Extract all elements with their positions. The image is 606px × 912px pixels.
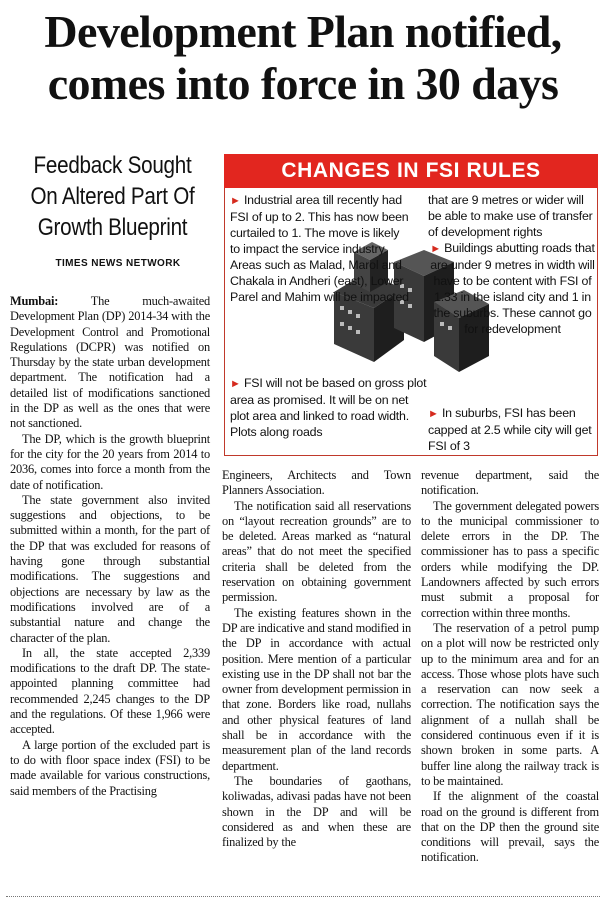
fsi-item-text: FSI will not be based on gross plot area as promised. It will be on net plot area and linked to road width. Plots along roads xyxy=(230,376,427,439)
headline-line-2: comes into force in 30 days xyxy=(47,58,559,109)
article-paragraph: The DP, which is the growth blueprint for the city for the 20 years from 2014 to 2036, comes into force a month from the date of notification. xyxy=(10,431,210,492)
article-column-1 xyxy=(10,294,210,799)
arrow-icon: ► xyxy=(430,243,441,255)
subhead-line-3: Growth Blueprint xyxy=(37,214,188,241)
article-paragraph: The boundaries of gaothans, koliwadas, adivasi padas have not been shown in the DP and will be considered as and when these are finalized by the xyxy=(222,773,411,850)
article-column-2 xyxy=(222,468,411,850)
article-column-3 xyxy=(421,468,599,866)
subhead-line-2: On Altered Part Of xyxy=(30,183,195,210)
article-paragraph xyxy=(10,294,210,432)
fsi-item xyxy=(430,240,595,337)
fsi-infobox-title: CHANGES IN FSI RULES xyxy=(224,154,598,188)
headline xyxy=(4,6,602,110)
byline: TIMES NEWS NETWORK xyxy=(55,258,181,269)
article-paragraph: The existing features shown in the DP are indicative and stand modified in the DP in accordance with actual position. Mere mention of a particular existing use in the DP shall not bar the owner from development permission in that zone. Borders like road, nullahs and other physical features of land shall be in accordance with the measurement plan of the land records department. xyxy=(222,605,411,773)
fsi-item-text: Industrial area till recently had FSI of up to 2. This has now been curtailed to 1. The move is likely to impact the service industry. Areas such as Malad, Marol and Chakala in Andheri (east), Lower Parel and Mahim will be impacted xyxy=(230,193,409,304)
article-paragraph: The notification said all reservations on “layout recreation grounds” are to be deleted. Areas marked as “natural areas” that do not meet the specified criteria shall be deleted from the reservation on obtaining government permission. xyxy=(222,498,411,605)
arrow-icon: ► xyxy=(230,195,241,207)
dateline: Mumbai: xyxy=(10,294,59,308)
article-paragraph: The government delegated powers to the municipal commissioner to delete errors in the DP. The commissioner has to pass a specific orders while modifying the DP. Landowners affected by such errors must submit a proposal for correction within three months. xyxy=(421,498,599,620)
paragraph-text: The much-awaited Development Plan (DP) 2014-34 with the Development Control and Promotional Regulations (DCPR) was notified on Thursday by the state urban development department. The notification had a detailed list of modifications sanctioned in the DP as well as the ones that were not sanctioned. xyxy=(10,294,210,431)
bottom-divider xyxy=(6,896,600,897)
fsi-item xyxy=(428,405,593,454)
article-paragraph: A large portion of the excluded part is to do with floor space index (FSI) to be made available for various constructions, said members of the Practising xyxy=(10,737,210,798)
article-paragraph: The reservation of a petrol pump on a plot will now be restricted only up to the minimum area and for an access. Those whose plots have such a reservation can now seek a correction. The notification says the alignment of a nullah shall be considered continuous even if it is shown broken in some parts. A buffer line along the railway track is to be maintained. xyxy=(421,620,599,788)
fsi-item-text: In suburbs, FSI has been capped at 2.5 while city will get FSI of 3 xyxy=(428,406,592,453)
article-paragraph: If the alignment of the coastal road on the ground is different from that on the DP then the ground site conditions will prevail, says the notification. xyxy=(421,789,599,865)
article-paragraph: Engineers, Architects and Town Planners Association. xyxy=(222,468,411,498)
fsi-item xyxy=(230,192,410,305)
arrow-icon: ► xyxy=(230,378,241,390)
fsi-item xyxy=(230,375,430,440)
article-paragraph: The state government also invited suggestions and objections, to be submitted within a month, for the part of the DP that was excluded for reasons of having gone through substantial modifications. The suggestions and objections are necessary by law as the modifications involved are of a substantial nature and change the character of the plan. xyxy=(10,492,210,645)
arrow-icon: ► xyxy=(428,408,439,420)
article-paragraph: revenue department, said the notification. xyxy=(421,468,599,498)
fsi-item-text: Buildings abutting roads that are under 9 metres in width will have to be content with FSI of 1.33 in the island city and 1 in the suburbs. These cannot go for redevelopment xyxy=(430,241,595,336)
subheadline xyxy=(24,150,200,243)
fsi-item-continued: that are 9 metres or wider will be able to make use of transfer of development rights xyxy=(428,193,593,239)
article-paragraph: In all, the state accepted 2,339 modifications to the draft DP. The state-appointed planning committee had recommended 2,245 changes to the DP and the regulations. Of these 1,966 were accepted. xyxy=(10,645,210,737)
headline-line-1: Development Plan notified, xyxy=(44,6,562,57)
subhead-line-1: Feedback Sought xyxy=(33,152,192,179)
